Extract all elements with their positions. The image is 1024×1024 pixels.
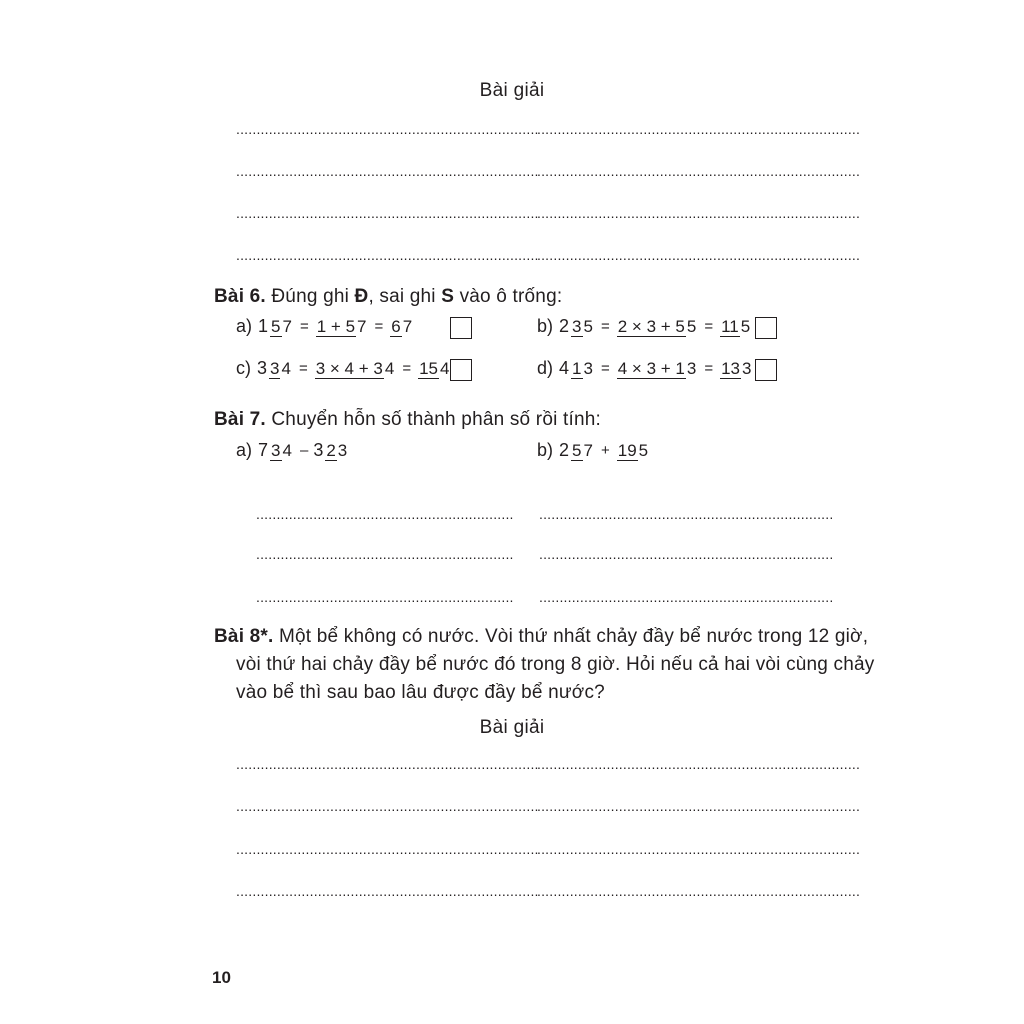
- expanded-fraction: [316, 317, 368, 336]
- exercise-7-text: Chuyển hỗn số thành phân số rồi tính:: [265, 409, 601, 430]
- answer-line[interactable]: ...............................................................................: [537, 205, 861, 221]
- result-fraction: [418, 359, 450, 378]
- denominator: 5: [583, 317, 593, 336]
- answer-checkbox-6d[interactable]: [755, 359, 777, 381]
- equals-sign: =: [402, 360, 412, 377]
- exercise-8-line-2: vòi thứ hai chảy đầy bể nước đó trong 8 giờ. Hỏi nếu cả hai vòi cùng chảy: [236, 654, 875, 675]
- denominator: 4: [281, 359, 291, 378]
- denominator: 7: [583, 441, 593, 460]
- denominator: 3: [742, 359, 752, 378]
- denominator: 7: [357, 317, 367, 336]
- exercise-8-label: Bài 8*.: [214, 626, 274, 647]
- denominator: 3: [686, 359, 697, 378]
- exercise-7b-expression: [537, 440, 651, 461]
- mixed-whole: 3: [257, 358, 268, 378]
- answer-line[interactable]: ...............................................................................: [537, 798, 861, 814]
- solution-heading-bottom: Bài giải: [479, 717, 545, 738]
- exercise-7-prompt: [214, 409, 601, 431]
- page-number: 10: [212, 968, 231, 987]
- exercise-6c-expression: [236, 358, 452, 379]
- numerator: 19: [617, 441, 637, 460]
- denominator: 4: [282, 441, 292, 460]
- answer-line[interactable]: ...............................................................................: [537, 247, 861, 263]
- equals-sign: =: [299, 318, 309, 335]
- mixed-whole: 1: [258, 316, 269, 336]
- mixed-fraction: [269, 359, 292, 378]
- exercise-6-bold-d: Đ: [354, 286, 369, 307]
- numerator: 5: [572, 441, 582, 460]
- expanded-fraction: [617, 359, 698, 378]
- numerator: 2 × 3 + 5: [617, 317, 685, 336]
- denominator: 4: [384, 359, 395, 378]
- denominator: 5: [686, 317, 697, 336]
- answer-line[interactable]: ..........................................................................: [236, 205, 539, 221]
- denominator: 5: [740, 317, 751, 336]
- answer-line[interactable]: ...............................................................................: [537, 163, 861, 179]
- mixed-fraction: [270, 317, 293, 336]
- result-fraction: [720, 359, 752, 378]
- mixed-fraction: [325, 441, 348, 460]
- answer-line[interactable]: ..........................................................................: [236, 841, 539, 857]
- answer-line[interactable]: ........................................................................: [539, 506, 834, 522]
- answer-checkbox-6c[interactable]: [450, 359, 472, 381]
- denominator: 3: [583, 359, 593, 378]
- exercise-7a-expression: [236, 440, 350, 461]
- denominator: 4: [440, 359, 450, 378]
- exercise-8-line-1: [214, 626, 868, 648]
- equals-sign: =: [298, 360, 308, 377]
- mixed-fraction: [571, 441, 594, 460]
- answer-line[interactable]: ...............................................................................: [537, 841, 861, 857]
- mixed-whole: 3: [313, 440, 324, 460]
- denominator: 7: [282, 317, 292, 336]
- equals-sign: =: [600, 318, 610, 335]
- exercise-6-bold-s: S: [441, 286, 455, 307]
- item-label: d): [537, 358, 554, 378]
- exercise-6-prompt: [214, 286, 562, 308]
- numerator: 3: [270, 359, 280, 378]
- item-label: c): [236, 358, 251, 378]
- numerator: 11: [721, 317, 739, 336]
- equals-sign: =: [374, 318, 384, 335]
- result-fraction: [720, 317, 751, 336]
- exercise-6d-expression: [537, 358, 754, 379]
- denominator: 5: [638, 441, 649, 460]
- numerator: 1 + 5: [316, 317, 356, 336]
- exercise-8-line-3: vào bể thì sau bao lâu được đầy bể nước?: [236, 682, 605, 703]
- exercise-6a-expression: [236, 316, 415, 337]
- numerator: 4 × 3 + 1: [617, 359, 685, 378]
- denominator: 3: [337, 441, 348, 460]
- numerator: 1: [572, 359, 582, 378]
- answer-line[interactable]: ..........................................................................: [236, 121, 539, 137]
- answer-line[interactable]: ...............................................................: [256, 546, 514, 562]
- item-label: a): [236, 440, 253, 460]
- exercise-6-label: Bài 6.: [214, 286, 266, 307]
- plus-sign: +: [600, 442, 610, 459]
- mixed-whole: 2: [559, 440, 570, 460]
- solution-heading-top: Bài giải: [479, 80, 545, 101]
- mixed-fraction: [571, 359, 594, 378]
- mixed-fraction: [270, 441, 293, 460]
- numerator: 2: [326, 441, 336, 460]
- exercise-8-text: Một bể không có nước. Vòi thứ nhất chảy đầy bể nước trong 12 giờ,: [273, 626, 869, 647]
- answer-checkbox-6b[interactable]: [755, 317, 777, 339]
- improper-fraction: [617, 441, 649, 460]
- exercise-6-text: vào ô trống:: [454, 286, 563, 307]
- answer-line[interactable]: ..........................................................................: [236, 798, 539, 814]
- answer-line[interactable]: ........................................................................: [539, 589, 834, 605]
- expanded-fraction: [315, 359, 396, 378]
- answer-line[interactable]: ...............................................................................: [537, 756, 861, 772]
- mixed-fraction: [571, 317, 594, 336]
- minus-sign: –: [299, 442, 309, 459]
- equals-sign: =: [704, 318, 714, 335]
- numerator: 3 × 4 + 3: [315, 359, 383, 378]
- answer-line[interactable]: ...............................................................: [256, 589, 514, 605]
- numerator: 13: [721, 359, 741, 378]
- answer-line[interactable]: ..........................................................................: [236, 756, 539, 772]
- answer-line[interactable]: ...............................................................: [256, 506, 514, 522]
- mixed-whole: 7: [258, 440, 269, 460]
- result-fraction: [390, 317, 413, 336]
- item-label: b): [537, 316, 554, 336]
- equals-sign: =: [600, 360, 610, 377]
- answer-checkbox-6a[interactable]: [450, 317, 472, 339]
- numerator: 15: [419, 359, 438, 378]
- denominator: 7: [402, 317, 413, 336]
- exercise-6-text: , sai ghi: [368, 286, 442, 307]
- mixed-whole: 4: [559, 358, 570, 378]
- item-label: a): [236, 316, 253, 336]
- exercise-7-label: Bài 7.: [214, 409, 266, 430]
- exercise-6-text: Đúng ghi: [271, 286, 355, 307]
- exercise-6b-expression: [537, 316, 753, 337]
- mixed-whole: 2: [559, 316, 570, 336]
- numerator: 3: [271, 441, 281, 460]
- answer-line[interactable]: ...............................................................................: [537, 121, 861, 137]
- answer-line[interactable]: ..........................................................................: [236, 163, 539, 179]
- answer-line[interactable]: ........................................................................: [539, 546, 834, 562]
- numerator: 5: [271, 317, 281, 336]
- equals-sign: =: [704, 360, 714, 377]
- item-label: b): [537, 440, 554, 460]
- expanded-fraction: [617, 317, 698, 336]
- answer-line[interactable]: ..........................................................................: [236, 883, 539, 899]
- answer-line[interactable]: ..........................................................................: [236, 247, 539, 263]
- numerator: 3: [572, 317, 582, 336]
- answer-line[interactable]: ...............................................................................: [537, 883, 861, 899]
- numerator: 6: [391, 317, 401, 336]
